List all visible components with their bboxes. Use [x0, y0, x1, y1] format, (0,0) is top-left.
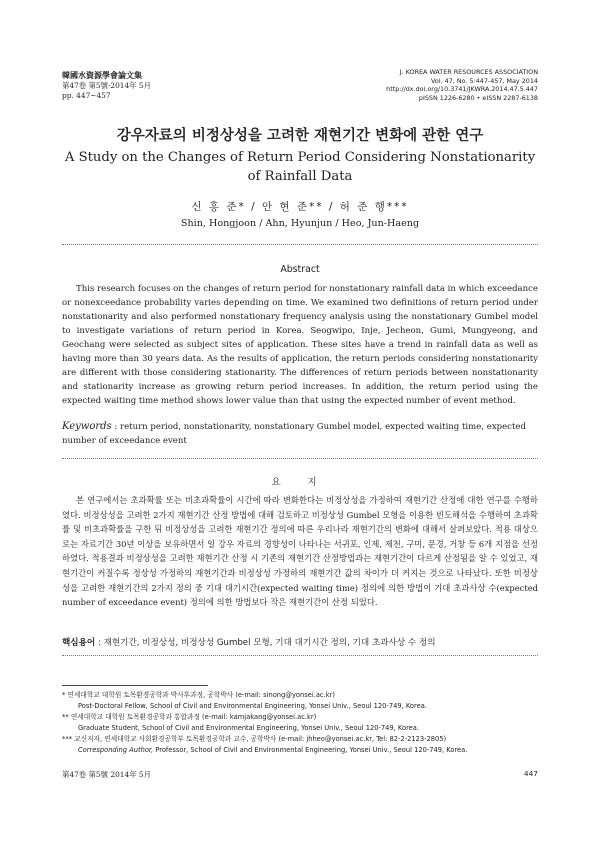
footnote-3-ko: *** 교신저자, 연세대학교 사회환경공학부 토목환경공학과 교수, 공학박사 (e-mail: jhheo@yonsei.ac.kr, Tel: 82-2-2123-2805) [62, 735, 447, 743]
footnote-1-en: Post-Doctoral Fellow, School of Civil and Environmental Engineering, Yonsei Univ., Seoul 120-749, Korea. [78, 702, 427, 710]
journal-pages: pp. 447~457 [62, 91, 111, 100]
page-number: 447 [523, 769, 538, 778]
yoji-heading: 요 지 [271, 477, 329, 488]
title-english-line-2: of Rainfall Data [247, 169, 353, 184]
keywords-label: Keywords [62, 421, 112, 432]
keywords-en [62, 420, 538, 448]
footnote-2-ko: ** 연세대학교 대학원 토목환경공학과 통합과정 (e-mail: kamjakang@yonsei.ac.kr) [62, 713, 317, 721]
footnotes [62, 690, 538, 756]
footnote-2-en: Graduate Student, School of Civil and Environmental Engineering, Yonsei Univ., Seoul 120-749, Korea. [78, 724, 420, 732]
journal-header-left [62, 70, 151, 102]
journal-volume-ko: 第47卷 第5號·2014年 5月 [62, 80, 152, 90]
journal-name-ko: 韓國水資源學會論文集 [62, 70, 142, 80]
keywords-text: : return period, nonstationarity, nonstationary Gumbel model, expected waiting time, expected number of exceedance event [62, 422, 526, 446]
title-english-line-1: A Study on the Changes of Return Period Considering Nonstationarity [64, 150, 536, 165]
footer-volume: 第47卷 第5號 2014年 5月 [62, 770, 152, 779]
corresponding-author-label: Corresponding Author, [78, 746, 154, 754]
authors-english: Shin, Hongjoon / Ahn, Hyunjun / Heo, Jun-Haeng [180, 218, 420, 229]
footnote-rule [62, 685, 208, 686]
abstract-body: This research focuses on the changes of return period for nonstationary rainfall data in which exceedance or nonexceedance probability varies depending on time. We examined two definitions of return period under nonstationarity and also performed nonstationary frequency analysis using the nonstationary Gumbel model to investigate variations of return period in Korea. Seogwipo, Inje, Jecheon, Gumi, Mungyeong, and Geochang were selected as subject sites of application. These sites have a trend in rainfall data as well as having more than 30 years data. As the results of application, the return periods considering nonstationarity are different with those considering stationarity. The differences of return periods between nonstationarity and stationarity increase as growing return period increases. In addition, the return period using the expected waiting time method shows lower value than that using the expected number of event method. [62, 284, 538, 406]
divider-bottom [62, 655, 538, 656]
divider-top [62, 244, 538, 245]
footnote-3-en-text: Professor, School of Civil and Environmental Engineering, Yonsei Univ., Seoul 120-749, Korea. [153, 746, 468, 754]
issn: pISSN 1226-6280 • eISSN 2287-6138 [418, 93, 538, 102]
divider-middle [62, 458, 538, 459]
yoji-body: 본 연구에서는 초과확률 또는 비초과확률이 시간에 따라 변화한다는 비정상성을 가정하여 재현기간 산정에 대한 연구를 수행하였다. 비정상성을 고려한 2가지 재현기간 산정 방법에 대해 검토하고 비정상성 Gumbel 모형을 이용한 빈도해석을 수행하여 초과확률 및 비초과확률을 구한 뒤 비정상성을 고려한 재현기간 정의에 따른 우리나라 재현기간의 변화에 대해서 살펴보았다. 적용 대상으로는 자료기간 30년 이상을 보유하면서 일 강우 자료의 경향성이 나타나는 서귀포, 인제, 제천, 구미, 문경, 거창 등 6개 지점을 선정하였다. 적용결과 비정상성을 고려한 재현기간 산정 시 기존의 재현기간 산정방법과는 재현기간이 다르게 산정됨을 알 수 있었고, 재현기간이 커질수록 정상성 가정하의 재현기간과 비정상성 가정하의 재현기간 값의 차이가 더 커지는 것으로 나타났다. 또한 비정상성을 고려한 재현기간의 2가지 정의 중 기대 대기시간(expected waiting time) 정의에 의한 방법이 기대 초과사상 수(expected number of exceedance event) 정의에 의한 방법보다 작은 재현기간이 산정 되었다. [62, 495, 538, 608]
journal-volume-en: Vol. 47, No. 5:447-457, May 2014 [431, 76, 538, 85]
keywords-ko-text: : 재현기간, 비정상성, 비정상성 Gumbel 모형, 기대 대기시간 정의, 기대 초과사상 수 정의 [97, 638, 436, 648]
footnote-1-ko: * 연세대학교 대학원 토목환경공학과 박사후과정, 공학박사 (e-mail: sinong@yonsei.ac.kr) [62, 691, 335, 699]
abstract-heading: Abstract [280, 264, 320, 275]
footnote-3-en [62, 745, 538, 756]
journal-header-right [386, 68, 538, 102]
title-korean: 강우자료의 비정상성을 고려한 재현기간 변화에 관한 연구 [116, 128, 484, 144]
journal-name-en: J. KOREA WATER RESOURCES ASSOCIATION [399, 68, 538, 76]
authors-korean: 신 홍 준* / 안 현 준** / 허 준 행*** [191, 201, 409, 213]
title-english [0, 148, 600, 186]
keywords-ko-label: 핵심용어 [62, 638, 96, 648]
keywords-ko [62, 636, 538, 648]
doi-link[interactable]: http://dx.doi.org/10.3741/JKWRA.2014.47.5.447 [386, 85, 538, 94]
